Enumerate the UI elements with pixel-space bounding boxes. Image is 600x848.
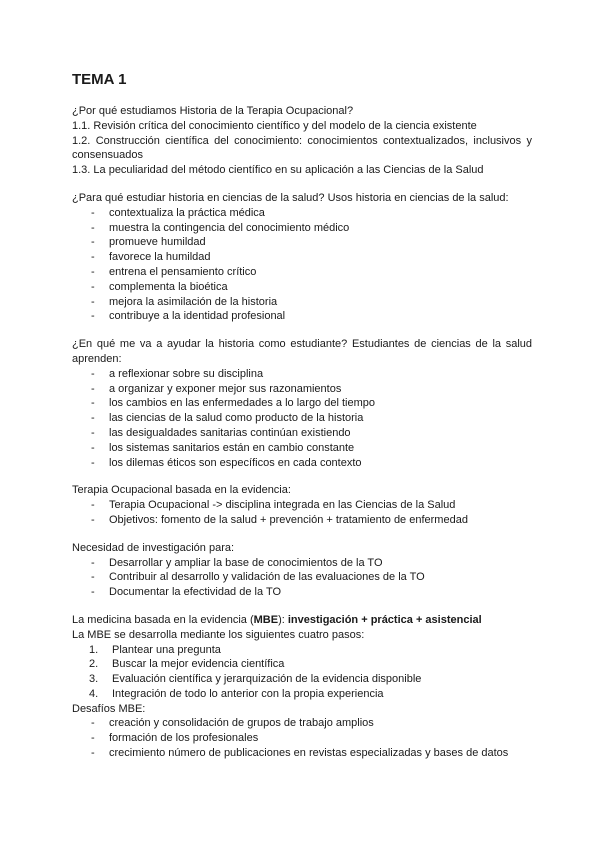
list-item: - Objetivos: fomento de la salud + prevención + tratamiento de enfermedad: [91, 513, 468, 526]
list-item: - promueve humildad: [91, 236, 206, 249]
list-item: - a reflexionar sobre su disciplina: [91, 367, 264, 380]
item-1-3: 1.3. La peculiaridad del método científico en su aplicación a las Ciencias de la Salud: [72, 164, 484, 177]
list-item: - Contribuir al desarrollo y validación de las evaluaciones de la TO: [91, 571, 425, 584]
dash-bullet: -: [91, 717, 95, 730]
step-number: 1.: [89, 643, 99, 656]
learn-list: [72, 367, 532, 471]
list-item: - favorece la humildad: [91, 251, 211, 264]
page-title: TEMA 1: [72, 71, 127, 88]
dash-bullet: -: [91, 412, 95, 425]
heading-research-need: Necesidad de investigación para:: [72, 541, 235, 554]
dash-bullet: -: [91, 206, 95, 219]
research-need-list: [72, 556, 532, 600]
mbe-formula: investigación + práctica + asistencial: [287, 613, 482, 626]
dash-bullet: -: [91, 513, 95, 526]
list-item: - las ciencias de la salud como producto de la historia: [91, 412, 364, 425]
dash-bullet: -: [91, 265, 95, 278]
dash-bullet: -: [91, 571, 95, 584]
list-item: - creación y consolidación de grupos de trabajo amplios: [91, 717, 374, 730]
heading-to-evidence: Terapia Ocupacional basada en la evidencia:: [72, 484, 291, 497]
question-why-history: ¿Por qué estudiamos Historia de la Terapia Ocupacional?: [72, 105, 354, 117]
dash-bullet: -: [91, 367, 95, 380]
dash-bullet: -: [91, 295, 95, 308]
mbe-steps-list: [72, 643, 532, 702]
list-item: - entrena el pensamiento crítico: [91, 265, 257, 278]
list-item: - los dilemas éticos son específicos en cada contexto: [91, 456, 362, 469]
question-uses-history: ¿Para qué estudiar historia en ciencias de la salud? Usos historia en ciencias de la salud:: [72, 191, 509, 204]
question-student-help: ¿En qué me va a ayudar la historia como estudiante? Estudiantes de ciencias de la salud aprenden:: [72, 338, 532, 365]
list-item: - formación de los profesionales: [91, 732, 259, 745]
dash-bullet: -: [91, 236, 95, 249]
list-item: 2. Buscar la mejor evidencia científica: [89, 658, 285, 671]
dash-bullet: -: [91, 221, 95, 234]
dash-bullet: -: [91, 441, 95, 454]
list-item: - complementa la bioética: [91, 280, 228, 293]
to-evidence-list: [72, 498, 532, 528]
list-item: 4. Integración de todo lo anterior con la propia experiencia: [89, 687, 384, 700]
step-number: 3.: [89, 673, 99, 686]
item-1-2: 1.2. Construcción científica del conocimiento: conocimientos contextualizados, inclusivos y consensuados: [72, 134, 532, 162]
dash-bullet: -: [91, 499, 95, 512]
dash-bullet: -: [91, 397, 95, 410]
list-item: - Desarrollar y ampliar la base de conocimientos de la TO: [91, 556, 383, 569]
step-number: 2.: [89, 658, 99, 671]
dash-bullet: -: [91, 251, 95, 264]
list-item: - contextualiza la práctica médica: [91, 206, 265, 219]
mbe-definition: La medicina basada en la evidencia (MBE): investigación + práctica + asistencial: [72, 613, 482, 626]
mbe-abbr: MBE: [253, 613, 279, 626]
list-item: 1. Plantear una pregunta: [89, 643, 221, 656]
item-1-1: 1.1. Revisión crítica del conocimiento científico y del modelo de la ciencia existente: [72, 119, 477, 132]
mbe-challenges-heading: Desafíos MBE:: [72, 702, 146, 715]
dash-bullet: -: [91, 586, 95, 599]
list-item: - contribuye a la identidad profesional: [91, 310, 286, 323]
list-item: - mejora la asimilación de la historia: [91, 295, 278, 308]
list-item: - muestra la contingencia del conocimiento médico: [91, 221, 350, 234]
dash-bullet: -: [91, 426, 95, 439]
step-number: 4.: [89, 687, 99, 700]
list-item: - a organizar y exponer mejor sus razonamientos: [91, 382, 342, 395]
list-item: - las desigualdades sanitarias continúan existiendo: [91, 426, 351, 439]
list-item: - Terapia Ocupacional -> disciplina integrada en las Ciencias de la Salud: [91, 499, 456, 512]
dash-bullet: -: [91, 556, 95, 569]
document-page: [72, 70, 532, 761]
dash-bullet: -: [91, 382, 95, 395]
dash-bullet: -: [91, 310, 95, 323]
mbe-steps-intro: La MBE se desarrolla mediante los siguientes cuatro pasos:: [72, 628, 365, 641]
mbe-challenges-list: [72, 716, 532, 760]
list-item: - los sistemas sanitarios están en cambio constante: [91, 441, 355, 454]
dash-bullet: -: [91, 747, 95, 760]
list-item: 3. Evaluación científica y jerarquización de la evidencia disponible: [89, 673, 422, 686]
list-item: - Documentar la efectividad de la TO: [91, 586, 282, 599]
dash-bullet: -: [91, 732, 95, 745]
dash-bullet: -: [91, 280, 95, 293]
list-item: - crecimiento número de publicaciones en revistas especializadas y bases de datos: [91, 747, 509, 760]
list-item: - los cambios en las enfermedades a lo largo del tiempo: [91, 397, 375, 410]
uses-list: [72, 206, 532, 324]
dash-bullet: -: [91, 456, 95, 469]
